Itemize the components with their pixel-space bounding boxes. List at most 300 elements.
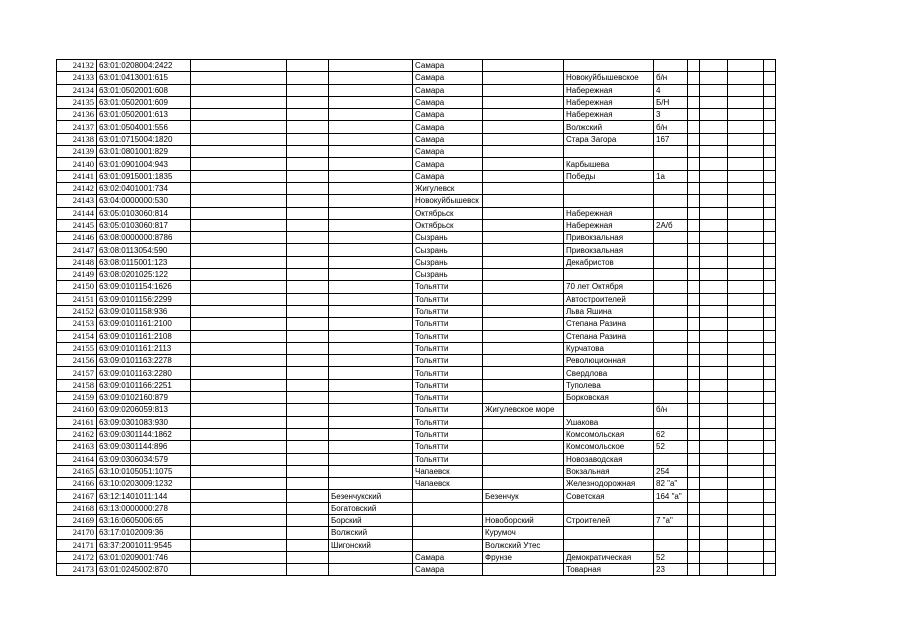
table-cell: 63:05:0103060:814: [97, 207, 191, 219]
table-cell: Строителей: [564, 514, 654, 526]
table-cell: [728, 428, 764, 440]
table-cell: [329, 232, 413, 244]
table-cell: [329, 416, 413, 428]
table-row: [57, 441, 776, 453]
table-cell: 63:09:0301144:1862: [97, 428, 191, 440]
table-cell: [191, 379, 287, 391]
table-cell: [287, 256, 329, 268]
table-cell: Революционная: [564, 355, 654, 367]
table-cell: Набережная: [564, 207, 654, 219]
table-cell: [287, 170, 329, 182]
table-cell: [728, 170, 764, 182]
table-cell: Товарная: [564, 564, 654, 576]
table-cell: Самара: [413, 109, 483, 121]
table-cell: [700, 527, 728, 539]
table-cell: [700, 281, 728, 293]
table-cell: [329, 392, 413, 404]
table-cell: [483, 318, 564, 330]
table-cell: Привокзальная: [564, 232, 654, 244]
table-cell: б/н: [654, 404, 688, 416]
table-cell: [654, 256, 688, 268]
table-cell: [700, 219, 728, 231]
table-cell: [688, 441, 700, 453]
table-cell: [688, 404, 700, 416]
table-cell: [728, 305, 764, 317]
table-cell: [764, 170, 776, 182]
table-cell: [700, 416, 728, 428]
table-cell: [287, 84, 329, 96]
table-cell: [191, 502, 287, 514]
table-row: [57, 133, 776, 145]
table-cell: [191, 84, 287, 96]
table-row: [57, 392, 776, 404]
table-row: [57, 293, 776, 305]
row-number-cell: 24145: [57, 219, 97, 231]
table-row: [57, 121, 776, 133]
table-cell: [688, 318, 700, 330]
table-cell: 63:01:0209001:746: [97, 551, 191, 563]
table-cell: 63:08:0113054:590: [97, 244, 191, 256]
table-cell: [287, 539, 329, 551]
table-cell: [688, 490, 700, 502]
table-row: [57, 207, 776, 219]
table-cell: [764, 527, 776, 539]
table-cell: Советская: [564, 490, 654, 502]
table-cell: [764, 502, 776, 514]
table-cell: Тольятти: [413, 428, 483, 440]
table-cell: [728, 219, 764, 231]
table-cell: [728, 121, 764, 133]
table-cell: [329, 269, 413, 281]
table-cell: [688, 121, 700, 133]
table-cell: [700, 539, 728, 551]
table-cell: [700, 465, 728, 477]
table-cell: [287, 293, 329, 305]
table-cell: 63:01:0502001:609: [97, 96, 191, 108]
table-cell: [764, 379, 776, 391]
table-cell: [700, 109, 728, 121]
table-cell: Тольятти: [413, 416, 483, 428]
table-cell: [191, 416, 287, 428]
table-cell: [483, 293, 564, 305]
table-cell: [764, 428, 776, 440]
table-cell: Сызрань: [413, 232, 483, 244]
table-cell: Тольятти: [413, 453, 483, 465]
table-cell: 63:09:0306034:579: [97, 453, 191, 465]
table-row: [57, 146, 776, 158]
row-number-cell: 24162: [57, 428, 97, 440]
table-cell: [688, 453, 700, 465]
table-cell: [764, 330, 776, 342]
table-cell: Борковская: [564, 392, 654, 404]
table-cell: 63:01:0801001:829: [97, 146, 191, 158]
table-cell: [483, 269, 564, 281]
table-cell: 1а: [654, 170, 688, 182]
table-cell: 63:09:0101163:2280: [97, 367, 191, 379]
table-cell: [700, 342, 728, 354]
table-cell: [700, 121, 728, 133]
table-cell: [191, 182, 287, 194]
table-cell: [654, 305, 688, 317]
table-cell: [287, 564, 329, 576]
table-cell: [700, 478, 728, 490]
table-cell: [191, 330, 287, 342]
table-cell: 63:09:0101158:936: [97, 305, 191, 317]
table-cell: Степана Разина: [564, 330, 654, 342]
table-cell: [287, 133, 329, 145]
table-row: [57, 478, 776, 490]
table-cell: [728, 256, 764, 268]
table-cell: [329, 564, 413, 576]
table-cell: [728, 96, 764, 108]
table-cell: [287, 392, 329, 404]
table-cell: [191, 342, 287, 354]
table-row: [57, 109, 776, 121]
row-number-cell: 24158: [57, 379, 97, 391]
table-cell: [191, 392, 287, 404]
row-number-cell: 24153: [57, 318, 97, 330]
table-row: [57, 355, 776, 367]
table-cell: [191, 269, 287, 281]
table-cell: Самара: [413, 158, 483, 170]
table-cell: [329, 404, 413, 416]
table-cell: [564, 60, 654, 72]
table-cell: Тольятти: [413, 318, 483, 330]
table-cell: [191, 404, 287, 416]
table-cell: 63:09:0101161:2100: [97, 318, 191, 330]
table-cell: Железнодорожная: [564, 478, 654, 490]
table-cell: [764, 293, 776, 305]
table-cell: 63:16:0605006:65: [97, 514, 191, 526]
table-cell: [700, 96, 728, 108]
table-row: [57, 182, 776, 194]
table-cell: [287, 527, 329, 539]
table-cell: [700, 330, 728, 342]
table-cell: [329, 379, 413, 391]
table-cell: Борский: [329, 514, 413, 526]
row-number-cell: 24136: [57, 109, 97, 121]
table-cell: [688, 514, 700, 526]
table-cell: [191, 441, 287, 453]
table-cell: Тольятти: [413, 379, 483, 391]
table-cell: Самара: [413, 146, 483, 158]
table-cell: [483, 392, 564, 404]
table-cell: [483, 170, 564, 182]
table-cell: [483, 244, 564, 256]
table-cell: Тольятти: [413, 281, 483, 293]
table-cell: [654, 195, 688, 207]
table-cell: [287, 109, 329, 121]
table-cell: [191, 305, 287, 317]
table-cell: [700, 502, 728, 514]
row-number-cell: 24148: [57, 256, 97, 268]
table-cell: [764, 281, 776, 293]
table-row: [57, 490, 776, 502]
table-cell: [688, 305, 700, 317]
table-cell: [287, 428, 329, 440]
table-cell: [728, 146, 764, 158]
table-cell: [688, 269, 700, 281]
table-row: [57, 551, 776, 563]
table-cell: [728, 195, 764, 207]
table-cell: [728, 539, 764, 551]
table-cell: [688, 72, 700, 84]
table-cell: [329, 96, 413, 108]
table-cell: [688, 392, 700, 404]
row-number-cell: 24166: [57, 478, 97, 490]
table-cell: [688, 195, 700, 207]
table-cell: [329, 305, 413, 317]
row-number-cell: 24138: [57, 133, 97, 145]
table-cell: [191, 232, 287, 244]
table-cell: [654, 244, 688, 256]
table-cell: [728, 502, 764, 514]
table-cell: Привокзальная: [564, 244, 654, 256]
table-cell: 254: [654, 465, 688, 477]
table-cell: [329, 330, 413, 342]
table-cell: [728, 182, 764, 194]
table-cell: 63:01:0915001:1835: [97, 170, 191, 182]
table-cell: [688, 539, 700, 551]
table-cell: [329, 182, 413, 194]
table-cell: [688, 527, 700, 539]
table-cell: [728, 72, 764, 84]
table-cell: Безенчукский: [329, 490, 413, 502]
table-row: [57, 330, 776, 342]
table-cell: 63:09:0101163:2278: [97, 355, 191, 367]
table-cell: Ушакова: [564, 416, 654, 428]
table-cell: [700, 305, 728, 317]
table-cell: 63:01:0413001:615: [97, 72, 191, 84]
table-cell: [688, 96, 700, 108]
table-cell: [483, 96, 564, 108]
table-cell: [654, 182, 688, 194]
table-row: [57, 428, 776, 440]
table-cell: [764, 60, 776, 72]
table-cell: Автостроителей: [564, 293, 654, 305]
table-cell: [688, 84, 700, 96]
table-cell: [287, 195, 329, 207]
table-cell: [700, 269, 728, 281]
table-cell: [728, 379, 764, 391]
table-cell: [287, 281, 329, 293]
table-cell: Самара: [413, 84, 483, 96]
table-cell: [728, 416, 764, 428]
table-row: [57, 244, 776, 256]
table-cell: 2А/б: [654, 219, 688, 231]
table-cell: [483, 195, 564, 207]
table-cell: [728, 514, 764, 526]
table-cell: [688, 428, 700, 440]
table-cell: [688, 281, 700, 293]
table-cell: Богатовский: [329, 502, 413, 514]
table-cell: [287, 514, 329, 526]
table-cell: Набережная: [564, 84, 654, 96]
table-cell: [728, 84, 764, 96]
table-row: [57, 564, 776, 576]
table-cell: [287, 232, 329, 244]
table-cell: [700, 84, 728, 96]
table-cell: [287, 416, 329, 428]
table-cell: [483, 133, 564, 145]
table-cell: [728, 490, 764, 502]
row-number-cell: 24150: [57, 281, 97, 293]
table-cell: [564, 146, 654, 158]
row-number-cell: 24133: [57, 72, 97, 84]
table-cell: 63:10:0203009:1232: [97, 478, 191, 490]
table-row: [57, 96, 776, 108]
table-cell: 63:02:0401001:734: [97, 182, 191, 194]
table-cell: [191, 564, 287, 576]
table-cell: 70 лет Октября: [564, 281, 654, 293]
table-cell: Свердлова: [564, 367, 654, 379]
table-cell: [700, 256, 728, 268]
table-cell: [287, 441, 329, 453]
row-number-cell: 24155: [57, 342, 97, 354]
table-cell: [413, 539, 483, 551]
row-number-cell: 24163: [57, 441, 97, 453]
table-cell: [329, 551, 413, 563]
table-cell: [728, 318, 764, 330]
table-row: [57, 269, 776, 281]
table-cell: [764, 478, 776, 490]
table-cell: Набережная: [564, 109, 654, 121]
table-cell: [764, 514, 776, 526]
table-cell: [700, 72, 728, 84]
table-cell: [764, 355, 776, 367]
row-number-cell: 24154: [57, 330, 97, 342]
table-cell: 63:09:0101156:2299: [97, 293, 191, 305]
table-cell: [654, 232, 688, 244]
table-cell: Сызрань: [413, 256, 483, 268]
row-number-cell: 24143: [57, 195, 97, 207]
table-cell: [287, 379, 329, 391]
table-cell: [483, 330, 564, 342]
table-cell: Декабристов: [564, 256, 654, 268]
table-cell: [688, 293, 700, 305]
table-cell: Волжский: [564, 121, 654, 133]
table-cell: [764, 244, 776, 256]
table-cell: [483, 281, 564, 293]
table-cell: Самара: [413, 551, 483, 563]
table-cell: [191, 121, 287, 133]
table-cell: [728, 478, 764, 490]
table-cell: [329, 428, 413, 440]
table-cell: [287, 318, 329, 330]
table-row: [57, 281, 776, 293]
table-cell: [329, 355, 413, 367]
table-cell: Новокуйбышевское: [564, 72, 654, 84]
table-cell: 23: [654, 564, 688, 576]
table-cell: 63:01:0502001:608: [97, 84, 191, 96]
row-number-cell: 24167: [57, 490, 97, 502]
table-row: [57, 404, 776, 416]
table-cell: [654, 60, 688, 72]
table-cell: [287, 121, 329, 133]
table-cell: Самара: [413, 564, 483, 576]
row-number-cell: 24173: [57, 564, 97, 576]
table-row: [57, 502, 776, 514]
table-cell: [329, 84, 413, 96]
table-cell: Самара: [413, 170, 483, 182]
row-number-cell: 24149: [57, 269, 97, 281]
table-cell: [191, 527, 287, 539]
table-cell: [483, 207, 564, 219]
row-number-cell: 24141: [57, 170, 97, 182]
table-cell: Стара Загора: [564, 133, 654, 145]
table-cell: [654, 539, 688, 551]
table-cell: Тольятти: [413, 392, 483, 404]
row-number-cell: 24171: [57, 539, 97, 551]
table-cell: [654, 355, 688, 367]
table-cell: [654, 158, 688, 170]
table-cell: [688, 244, 700, 256]
table-cell: [483, 379, 564, 391]
table-cell: [764, 305, 776, 317]
table-cell: [728, 551, 764, 563]
table-cell: [287, 146, 329, 158]
table-cell: [728, 355, 764, 367]
table-cell: [191, 355, 287, 367]
table-cell: [764, 121, 776, 133]
table-cell: Б/Н: [654, 96, 688, 108]
table-cell: [483, 256, 564, 268]
table-row: [57, 60, 776, 72]
table-cell: [191, 318, 287, 330]
table-row: [57, 256, 776, 268]
table-cell: [728, 269, 764, 281]
table-row: [57, 342, 776, 354]
row-number-cell: 24157: [57, 367, 97, 379]
table-cell: 63:04:0000000:530: [97, 195, 191, 207]
table-cell: [728, 330, 764, 342]
table-row: [57, 318, 776, 330]
table-cell: 164 "а": [654, 490, 688, 502]
table-cell: [688, 367, 700, 379]
table-cell: [191, 453, 287, 465]
table-cell: 63:01:0245002:870: [97, 564, 191, 576]
table-cell: [329, 60, 413, 72]
table-cell: [191, 428, 287, 440]
table-cell: [287, 342, 329, 354]
table-cell: [764, 551, 776, 563]
table-cell: [764, 256, 776, 268]
table-cell: [287, 305, 329, 317]
table-cell: [654, 379, 688, 391]
table-cell: Чапаевск: [413, 465, 483, 477]
table-cell: [700, 551, 728, 563]
table-cell: [564, 502, 654, 514]
table-row: [57, 465, 776, 477]
table-cell: [700, 404, 728, 416]
table-cell: Фрунзе: [483, 551, 564, 563]
table-cell: 63:12:1401011:144: [97, 490, 191, 502]
table-row: [57, 514, 776, 526]
table-cell: [764, 232, 776, 244]
table-cell: [329, 133, 413, 145]
table-cell: [287, 60, 329, 72]
row-number-cell: 24170: [57, 527, 97, 539]
table-cell: [287, 502, 329, 514]
table-cell: 63:08:0000000:8786: [97, 232, 191, 244]
table-cell: [654, 527, 688, 539]
table-cell: [287, 72, 329, 84]
table-cell: [688, 330, 700, 342]
table-cell: [764, 207, 776, 219]
table-cell: Жигулевск: [413, 182, 483, 194]
table-cell: Тольятти: [413, 441, 483, 453]
table-cell: [329, 121, 413, 133]
